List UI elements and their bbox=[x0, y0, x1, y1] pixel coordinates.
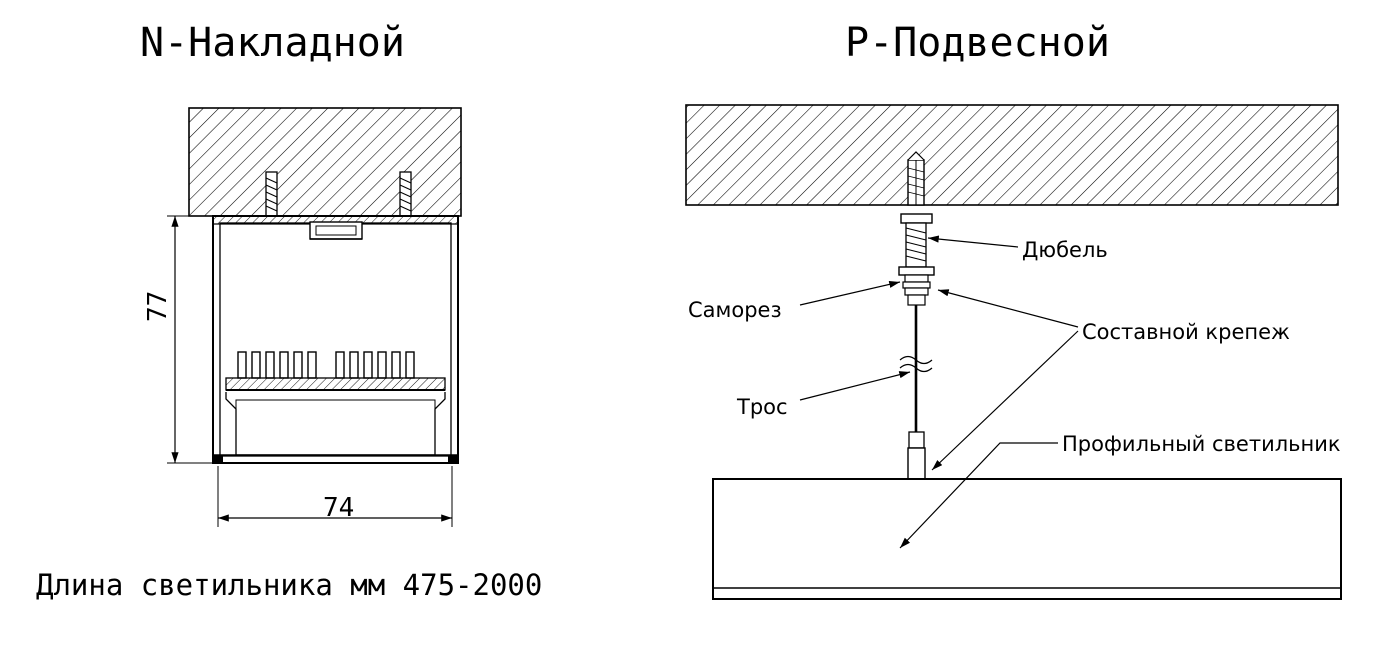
steel-cable bbox=[900, 305, 932, 480]
width-dimension bbox=[218, 466, 452, 527]
height-dimension-value: 77 bbox=[143, 290, 173, 322]
label-dowel: Дюбель bbox=[1022, 238, 1108, 262]
height-dimension bbox=[167, 216, 215, 463]
right-panel-title: P-Подвесной bbox=[845, 20, 1110, 66]
dowel bbox=[908, 152, 924, 205]
self-tapping-screw bbox=[901, 214, 932, 267]
right-ceiling-slab bbox=[686, 105, 1338, 205]
label-profile-luminaire: Профильный светильник bbox=[1062, 432, 1341, 456]
surface-mounted-luminaire-profile bbox=[213, 216, 458, 463]
label-self-tapping-screw: Саморез bbox=[688, 298, 782, 322]
label-cable: Трос bbox=[737, 395, 788, 419]
luminaire-length-caption: Длина светильника мм 475-2000 bbox=[36, 568, 543, 602]
suspended-profile-luminaire bbox=[713, 479, 1341, 599]
left-panel-title: N-Накладной bbox=[140, 20, 405, 66]
label-composite-fastener: Составной крепеж bbox=[1082, 320, 1290, 344]
composite-fastener bbox=[899, 267, 934, 305]
width-dimension-value: 74 bbox=[323, 493, 355, 523]
left-ceiling-slab bbox=[189, 108, 461, 216]
